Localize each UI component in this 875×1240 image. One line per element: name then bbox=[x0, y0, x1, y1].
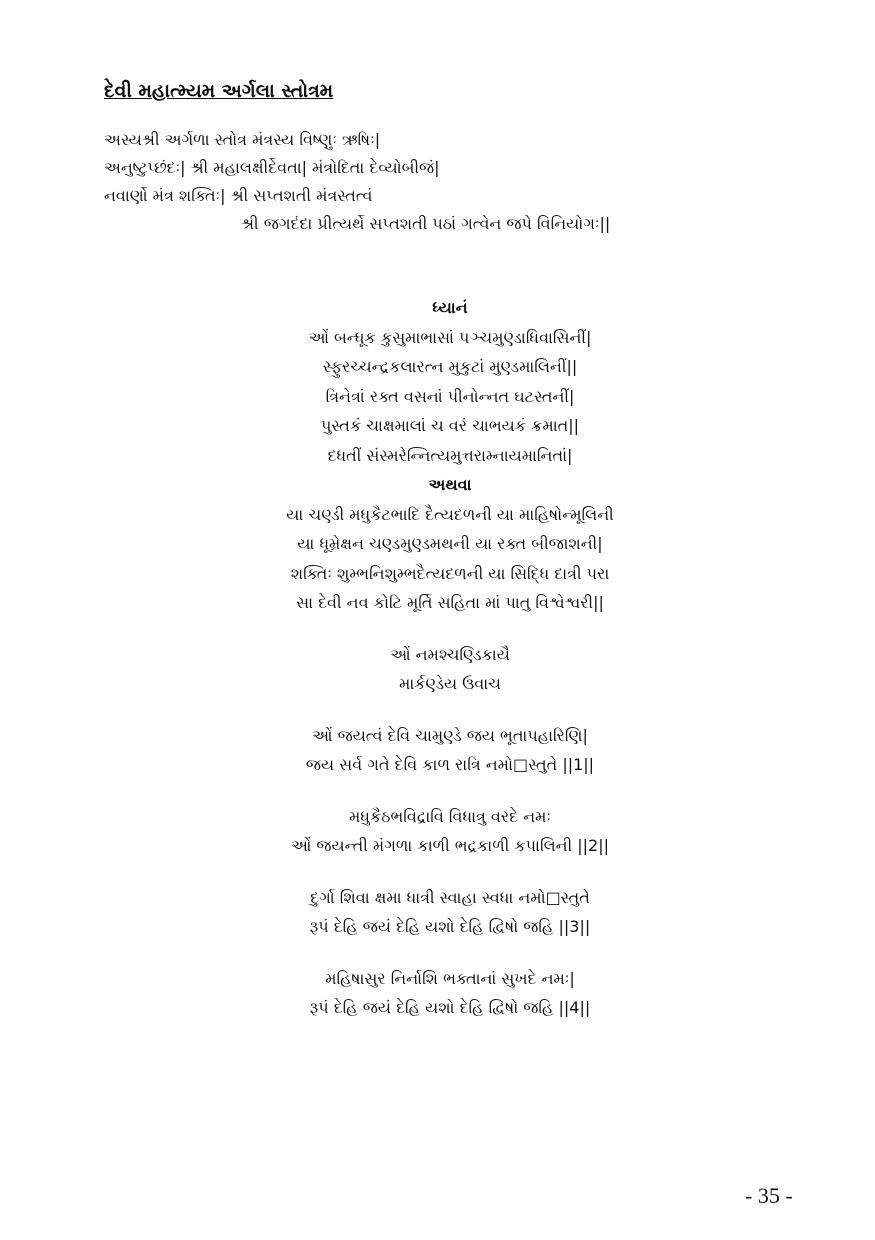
verse-line: પુસ્તકં ચાક્ષમાલાં ચ વરં ચાભયકં ક્રમાત|| bbox=[320, 416, 580, 435]
verse-line: સ્ફુરચ્ચન્દ્રકલારત્ન મુકુટાં મુણ્ડમાલિનીં|| bbox=[322, 357, 578, 376]
verse-line: ઓં જયન્તી મંગળા કાળી ભદ્રકાળી કપાલિની ||2|| bbox=[290, 836, 610, 855]
verse-line: રૂપં દેહિ જયં દેહિ યશો દેહિ દ્વિષો જહિ ||4|| bbox=[309, 998, 591, 1017]
athava-heading: અથવા bbox=[428, 475, 472, 494]
verse-line: દધતીં સંસ્મરેન્નિત્યમુત્તરામ્નાયમાનિતાં| bbox=[327, 445, 573, 465]
viniyoga-line: અસ્યશ્રી અર્ગળા સ્તોત્ર મંત્રસ્ય વિષ્ણુઃ ઋષિઃ| bbox=[104, 130, 381, 149]
page-number: - 35 - bbox=[745, 1183, 793, 1208]
verse-line: શક્તિઃ શુમ્ભનિશુમ્ભદૈત્યદળની યા સિદ્ધિ દાત્રી પરા bbox=[290, 563, 610, 583]
dhyanam-block bbox=[0, 293, 875, 1023]
viniyoga-line: શ્રી જગદંદા પ્રીત્યર્થે સપ્તશતી પઠાં ગત્વેન જપે વિનિયોગઃ|| bbox=[241, 214, 611, 233]
verse-line: ઓં બન્ધૂક કુસુમાભાસાં પઞ્ચમુણ્ડાધિવાસિનીં| bbox=[308, 327, 592, 347]
verse-line: દુર્ગા શિવા ક્ષમા ધાત્રી સ્વાહા સ્વધા નમો□સ્તુતે bbox=[310, 887, 590, 907]
verse-line: ઓં જયત્વં દેવિ ચામુણ્ડે જય ભૂતાપહારિણિ| bbox=[312, 725, 588, 745]
viniyoga-line: અનુષ્ટુપ્છંદઃ| શ્રી મહાલક્ષીર્દેવતા| મંત્રોદિતા દેવ્યોબીજં| bbox=[104, 158, 440, 177]
page-title: દેવી મહાત્મ્યમ અર્ગલા સ્તોત્રમ bbox=[104, 80, 334, 102]
verse-line: મધુકૈઠભવિદ્રાવિ વિધાત્રુ વરદે નમઃ bbox=[348, 806, 552, 826]
verse-line: સા દેવી નવ કોટિ મૂર્તિ સહિતા માં પાતુ વિશ્વેશ્વરી|| bbox=[296, 593, 604, 612]
verse-line: રૂપં દેહિ જયં દેહિ યશો દેહિ દ્વિષો જહિ ||3|| bbox=[309, 917, 591, 936]
verse-line: ત્રિનેત્રાં રક્ત વસનાં પીનોન્નત ઘટસ્તનીં| bbox=[325, 386, 575, 406]
invocation-line: માર્કણ્ડેય ઉવાચ bbox=[399, 674, 501, 693]
viniyoga-block bbox=[104, 126, 610, 238]
viniyoga-line: નવાર્ણો મંત્ર શક્તિઃ| શ્રી સપ્તશતી મંત્રસ્તત્વં bbox=[104, 186, 373, 205]
invocation-line: ઓં નમશ્ચણ્ડિકાયૈ bbox=[390, 644, 510, 664]
verse-line: યા ધૂમ્રેક્ષન ચણ્ડમુણ્ડમથની યા રક્ત બીજાશની| bbox=[297, 534, 603, 553]
verse-line: મહિષાસુર નિર્નાશિ ભક્તાનાં સુખદે નમઃ| bbox=[325, 968, 575, 988]
verse-line: યા ચણ્ડી મધુકૈટભાદિ દૈત્યદળની યા માહિષોન્મૂલિની bbox=[286, 504, 614, 524]
dhyanam-heading: ધ્યાનં bbox=[432, 298, 468, 317]
verse-line: જય સર્વ ગતે દેવિ કાળ રાત્રિ નમો□સ્તુતે ||1|| bbox=[305, 755, 595, 774]
